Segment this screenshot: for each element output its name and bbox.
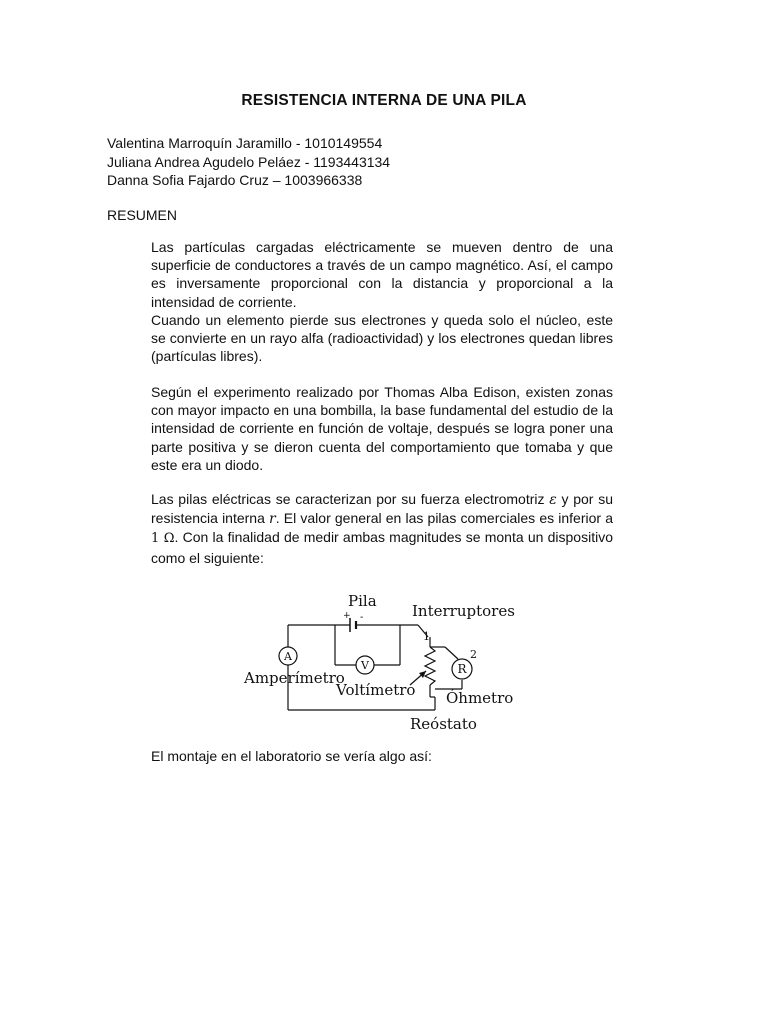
author-list xyxy=(107,134,390,190)
paragraph-2-text: Según el experimento realizado por Thomas Alba Edison, existen zonas con mayor impacto en una bombilla, la base fundamental del estudio de la intensidad de corriente en función de voltaje, después se logra poner una parte positiva y se dieron cuenta del comportamiento que tomaba y que este era un diodo. xyxy=(151,384,613,473)
paragraph-3 xyxy=(151,490,613,567)
ohm-value: 1 Ω xyxy=(151,531,175,547)
paragraph-3-text: . Con la finalidad de medir ambas magnitudes se monta un dispositivo como el siguiente: xyxy=(151,529,613,566)
battery-plus: + xyxy=(343,611,351,621)
ammeter-symbol: A xyxy=(284,650,292,663)
switch-1-label: 1 xyxy=(423,630,430,643)
paragraph-3-text: . El valor general en las pilas comerciales es inferior a xyxy=(275,510,613,527)
switch-2 xyxy=(445,647,458,659)
paragraph-1a: Las partículas cargadas eléctricamente se mueven dentro de una superficie de conductores a través de un campo magnético. Así, el campo es inversamente proporcional con la distancia y proporcional a la intensidad de corriente. xyxy=(151,239,613,310)
paragraph-2 xyxy=(151,383,613,474)
figure-caption: El montaje en el laboratorio se vería algo así: xyxy=(151,748,432,764)
circuit-diagram xyxy=(240,585,540,735)
label-pila: Pila xyxy=(348,592,377,610)
section-heading: RESUMEN xyxy=(107,207,178,223)
paragraph-1 xyxy=(151,238,613,365)
ohmmeter-symbol: R xyxy=(457,662,467,676)
label-interruptores: Interruptores xyxy=(412,602,515,620)
author-line: Danna Sofia Fajardo Cruz – 1003966338 xyxy=(107,172,363,188)
switch-2-label: 2 xyxy=(470,648,477,661)
label-amperimetro: Amperímetro xyxy=(244,669,345,687)
author-line: Valentina Marroquín Jaramillo - 1010149554 xyxy=(107,135,383,151)
author-line: Juliana Andrea Agudelo Peláez - 1193443134 xyxy=(107,153,391,170)
document-title: RESISTENCIA INTERNA DE UNA PILA xyxy=(241,92,527,109)
label-ohmetro: Óhmetro xyxy=(446,689,514,707)
label-voltimetro: Voltímetro xyxy=(336,681,416,699)
emf-symbol: ε xyxy=(549,492,557,508)
rheostat-resistor xyxy=(425,647,435,685)
label-reostato: Reóstato xyxy=(410,715,477,733)
r-symbol: r xyxy=(269,511,276,528)
battery-minus: - xyxy=(360,612,364,623)
paragraph-3-text: Las pilas eléctricas se caracterizan por su fuerza electromotriz xyxy=(151,491,550,507)
paragraph-3-text: y por su resistencia interna xyxy=(151,491,613,527)
voltmeter-symbol: V xyxy=(361,659,369,672)
paragraph-1b: Cuando un elemento pierde sus electrones y queda solo el núcleo, este se convierte en un rayo alfa (radioactividad) y los electrones quedan libres (partículas libres). xyxy=(151,311,613,365)
